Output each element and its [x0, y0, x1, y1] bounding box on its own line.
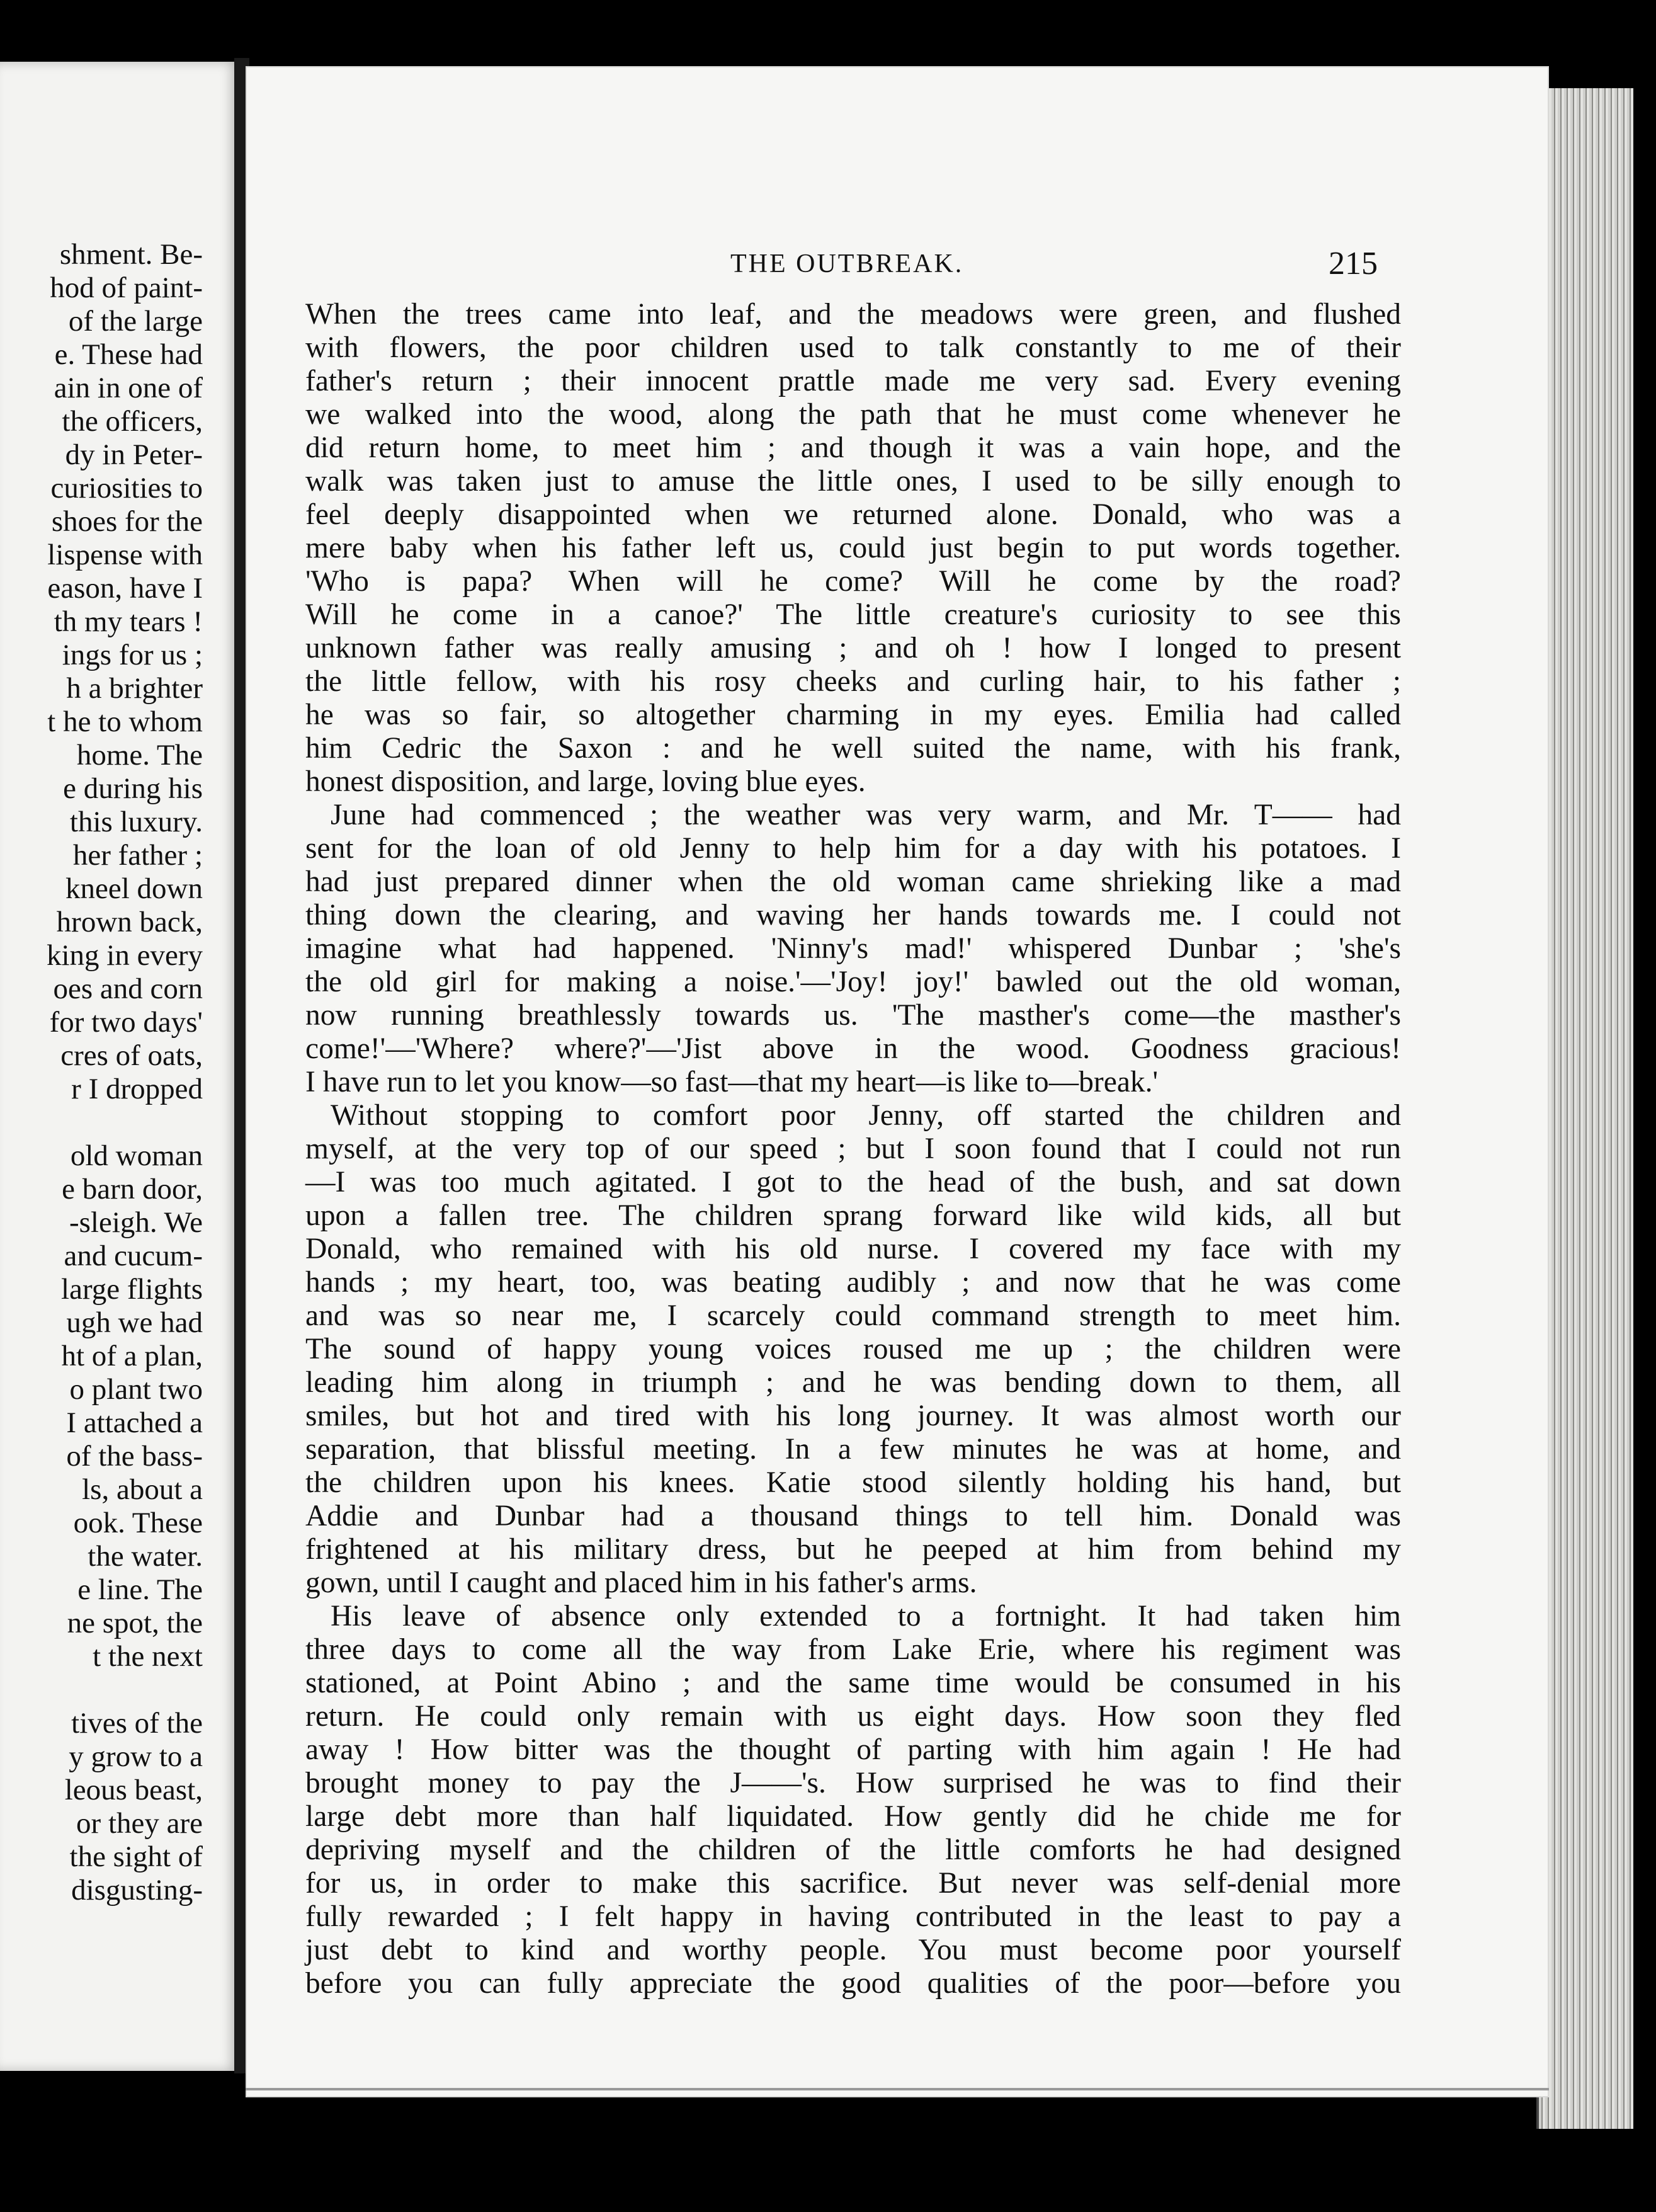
- text-line: leading him along in triumph ; and he was bending down to them, all: [305, 1366, 1401, 1399]
- left-page-line: lispense with: [47, 539, 203, 571]
- left-page-line: her father ;: [72, 839, 203, 872]
- left-page-line: disgusting-: [71, 1874, 203, 1907]
- left-page-line: I attached a: [66, 1406, 203, 1439]
- left-page-line: ugh we had: [66, 1306, 203, 1339]
- text-line: His leave of absence only extended to a fortnight. It had taken him: [331, 1600, 1401, 1633]
- left-page-line: t he to whom: [47, 705, 203, 738]
- left-page-line: ings for us ;: [62, 639, 203, 671]
- left-page-line: dy in Peter-: [65, 438, 203, 471]
- text-line: 'Who is papa? When will he come? Will he come by the road?: [305, 565, 1401, 598]
- text-line: three days to come all the way from Lake Erie, where his regiment was: [305, 1633, 1401, 1666]
- left-page-line: and cucum-: [64, 1240, 203, 1272]
- text-line: now running breathlessly towards us. 'The masther's come—the masther's: [305, 999, 1401, 1032]
- left-page-line: ain in one of: [54, 372, 203, 404]
- left-page-line: -sleigh. We: [69, 1206, 203, 1239]
- left-page-line: [0, 1106, 203, 1139]
- left-page-line: hod of paint-: [50, 271, 203, 304]
- left-page-line: [0, 1673, 203, 1707]
- left-page-line: t the next: [93, 1640, 203, 1673]
- text-line: had just prepared dinner when the old woman came shrieking like a mad: [305, 865, 1401, 898]
- text-line: Donald, who remained with his old nurse. I covered my face with my: [305, 1233, 1401, 1265]
- text-line: June had commenced ; the weather was very warm, and Mr. T—— had: [331, 799, 1401, 831]
- left-page-line: the water.: [88, 1540, 203, 1573]
- body-text: [305, 298, 1401, 2000]
- page-edges: [1536, 88, 1633, 2129]
- text-line: before you can fully appreciate the good qualities of the poor—before you: [305, 1967, 1401, 2000]
- text-line: depriving myself and the children of the little comforts he had designed: [305, 1833, 1401, 1866]
- text-line: feel deeply disappointed when we returned alone. Donald, who was a: [305, 498, 1401, 531]
- text-line: hands ; my heart, too, was beating audibly ; and now that he was come: [305, 1266, 1401, 1299]
- left-page-line: ht of a plan,: [61, 1340, 203, 1372]
- text-line: When the trees came into leaf, and the meadows were green, and flushed: [305, 298, 1401, 331]
- text-line: Without stopping to comfort poor Jenny, off started the children and: [331, 1099, 1401, 1132]
- left-page-line: ne spot, the: [67, 1607, 203, 1639]
- left-page-line: the sight of: [69, 1840, 203, 1873]
- text-line: —I was too much agitated. I got to the head of the bush, and sat down: [305, 1166, 1401, 1199]
- page-bottom-edge: [246, 2088, 1549, 2090]
- text-line: honest disposition, and large, loving blue eyes.: [305, 765, 866, 798]
- text-line: the little fellow, with his rosy cheeks and curling hair, to his father ;: [305, 665, 1401, 698]
- page-header: [246, 246, 1549, 287]
- left-page-line: y grow to a: [69, 1740, 203, 1773]
- left-page-line: e barn door,: [62, 1173, 203, 1206]
- left-page-line: tives of the: [71, 1707, 203, 1740]
- text-line: did return home, to meet him ; and though it was a vain hope, and the: [305, 431, 1401, 464]
- text-line: mere baby when his father left us, could just begin to put words together.: [305, 532, 1401, 564]
- text-line: myself, at the very top of our speed ; but I soon found that I could not run: [305, 1132, 1401, 1165]
- left-page-line: h a brighter: [66, 672, 203, 705]
- text-line: just debt to kind and worthy people. You must become poor yourself: [305, 1934, 1401, 1966]
- text-line: stationed, at Point Abino ; and the same time would be consumed in his: [305, 1667, 1401, 1699]
- left-page-line: the officers,: [62, 405, 203, 438]
- text-line: return. He could only remain with us eight days. How soon they fled: [305, 1700, 1401, 1733]
- left-page-line: old woman: [70, 1139, 203, 1172]
- text-line: brought money to pay the J——'s. How surprised he was to find their: [305, 1767, 1401, 1799]
- left-page-line: e during his: [63, 772, 203, 805]
- left-page-line: cres of oats,: [60, 1039, 203, 1072]
- left-page-line: e line. The: [77, 1573, 203, 1606]
- left-page-line: e. These had: [54, 338, 203, 371]
- text-line: fully rewarded ; I felt happy in having contributed in the least to pay a: [305, 1900, 1401, 1933]
- text-line: and was so near me, I scarcely could command strength to meet him.: [305, 1299, 1401, 1332]
- text-line: we walked into the wood, along the path that he must come whenever he: [305, 398, 1401, 431]
- left-page-line: eason, have I: [47, 572, 203, 605]
- text-line: upon a fallen tree. The children sprang forward like wild kids, all but: [305, 1199, 1401, 1232]
- left-page-line: this luxury.: [69, 806, 203, 838]
- text-line: I have run to let you know—so fast—that my heart—is like to—break.': [305, 1066, 1159, 1098]
- left-page-fragment: [0, 62, 239, 2071]
- text-line: for us, in order to make this sacrifice. But never was self-denial more: [305, 1867, 1401, 1900]
- left-page-line: for two days': [49, 1006, 203, 1039]
- text-line: gown, until I caught and placed him in his father's arms.: [305, 1566, 977, 1599]
- left-page-line: shoes for the: [51, 505, 203, 538]
- running-head: THE OUTBREAK.: [730, 249, 964, 278]
- left-page-line: curiosities to: [50, 472, 203, 505]
- left-page-line: or they are: [76, 1807, 203, 1840]
- left-page-line: king in every: [47, 939, 203, 972]
- text-line: away ! How bitter was the thought of parting with him again ! He had: [305, 1733, 1401, 1766]
- text-line: Will he come in a canoe?' The little creature's curiosity to see this: [305, 598, 1401, 631]
- left-page-line: r I dropped: [71, 1073, 203, 1105]
- text-line: the old girl for making a noise.'—'Joy! joy!' bawled out the old woman,: [305, 966, 1401, 998]
- text-line: father's return ; their innocent prattle made me very sad. Every evening: [305, 365, 1401, 397]
- text-line: come!'—'Where? where?'—'Jist above in the wood. Goodness gracious!: [305, 1032, 1401, 1065]
- left-page-line: large flights: [61, 1273, 203, 1306]
- left-page-line: ook. These: [73, 1507, 203, 1539]
- left-page-line: o plant two: [69, 1373, 203, 1406]
- left-page-text: [0, 238, 203, 1907]
- left-page-line: oes and corn: [53, 972, 203, 1005]
- text-line: imagine what had happened. 'Ninny's mad!' whispered Dunbar ; 'she's: [305, 932, 1401, 965]
- left-page-line: shment. Be-: [59, 238, 203, 271]
- text-line: the children upon his knees. Katie stood silently holding his hand, but: [305, 1466, 1401, 1499]
- text-line: with flowers, the poor children used to talk constantly to me of their: [305, 331, 1401, 364]
- text-line: thing down the clearing, and waving her hands towards me. I could not: [305, 899, 1401, 932]
- text-line: frightened at his military dress, but he peeped at him from behind my: [305, 1533, 1401, 1566]
- book-page: [246, 66, 1549, 2097]
- left-page-line: of the bass-: [66, 1440, 203, 1473]
- text-line: The sound of happy young voices roused me up ; the children were: [305, 1333, 1401, 1365]
- text-line: him Cedric the Saxon : and he well suited the name, with his frank,: [305, 732, 1401, 765]
- left-page-line: th my tears !: [54, 605, 203, 638]
- left-page-line: home. The: [76, 739, 203, 772]
- left-page-line: ls, about a: [82, 1473, 203, 1506]
- left-page-line: leous beast,: [64, 1774, 203, 1806]
- text-line: walk was taken just to amuse the little ones, I used to be silly enough to: [305, 465, 1401, 498]
- text-line: smiles, but hot and tired with his long journey. It was almost worth our: [305, 1400, 1401, 1432]
- left-page-line: of the large: [68, 305, 203, 338]
- left-page-line: kneel down: [65, 872, 203, 905]
- text-line: unknown father was really amusing ; and oh ! how I longed to present: [305, 632, 1401, 664]
- text-line: sent for the loan of old Jenny to help him for a day with his potatoes. I: [305, 832, 1401, 865]
- text-line: large debt more than half liquidated. How gently did he chide me for: [305, 1800, 1401, 1833]
- left-page-line: hrown back,: [56, 906, 203, 938]
- text-line: separation, that blissful meeting. In a few minutes he was at home, and: [305, 1433, 1401, 1466]
- text-line: he was so fair, so altogether charming in my eyes. Emilia had called: [305, 698, 1401, 731]
- text-line: Addie and Dunbar had a thousand things to tell him. Donald was: [305, 1500, 1401, 1532]
- page-number: 215: [1329, 246, 1378, 282]
